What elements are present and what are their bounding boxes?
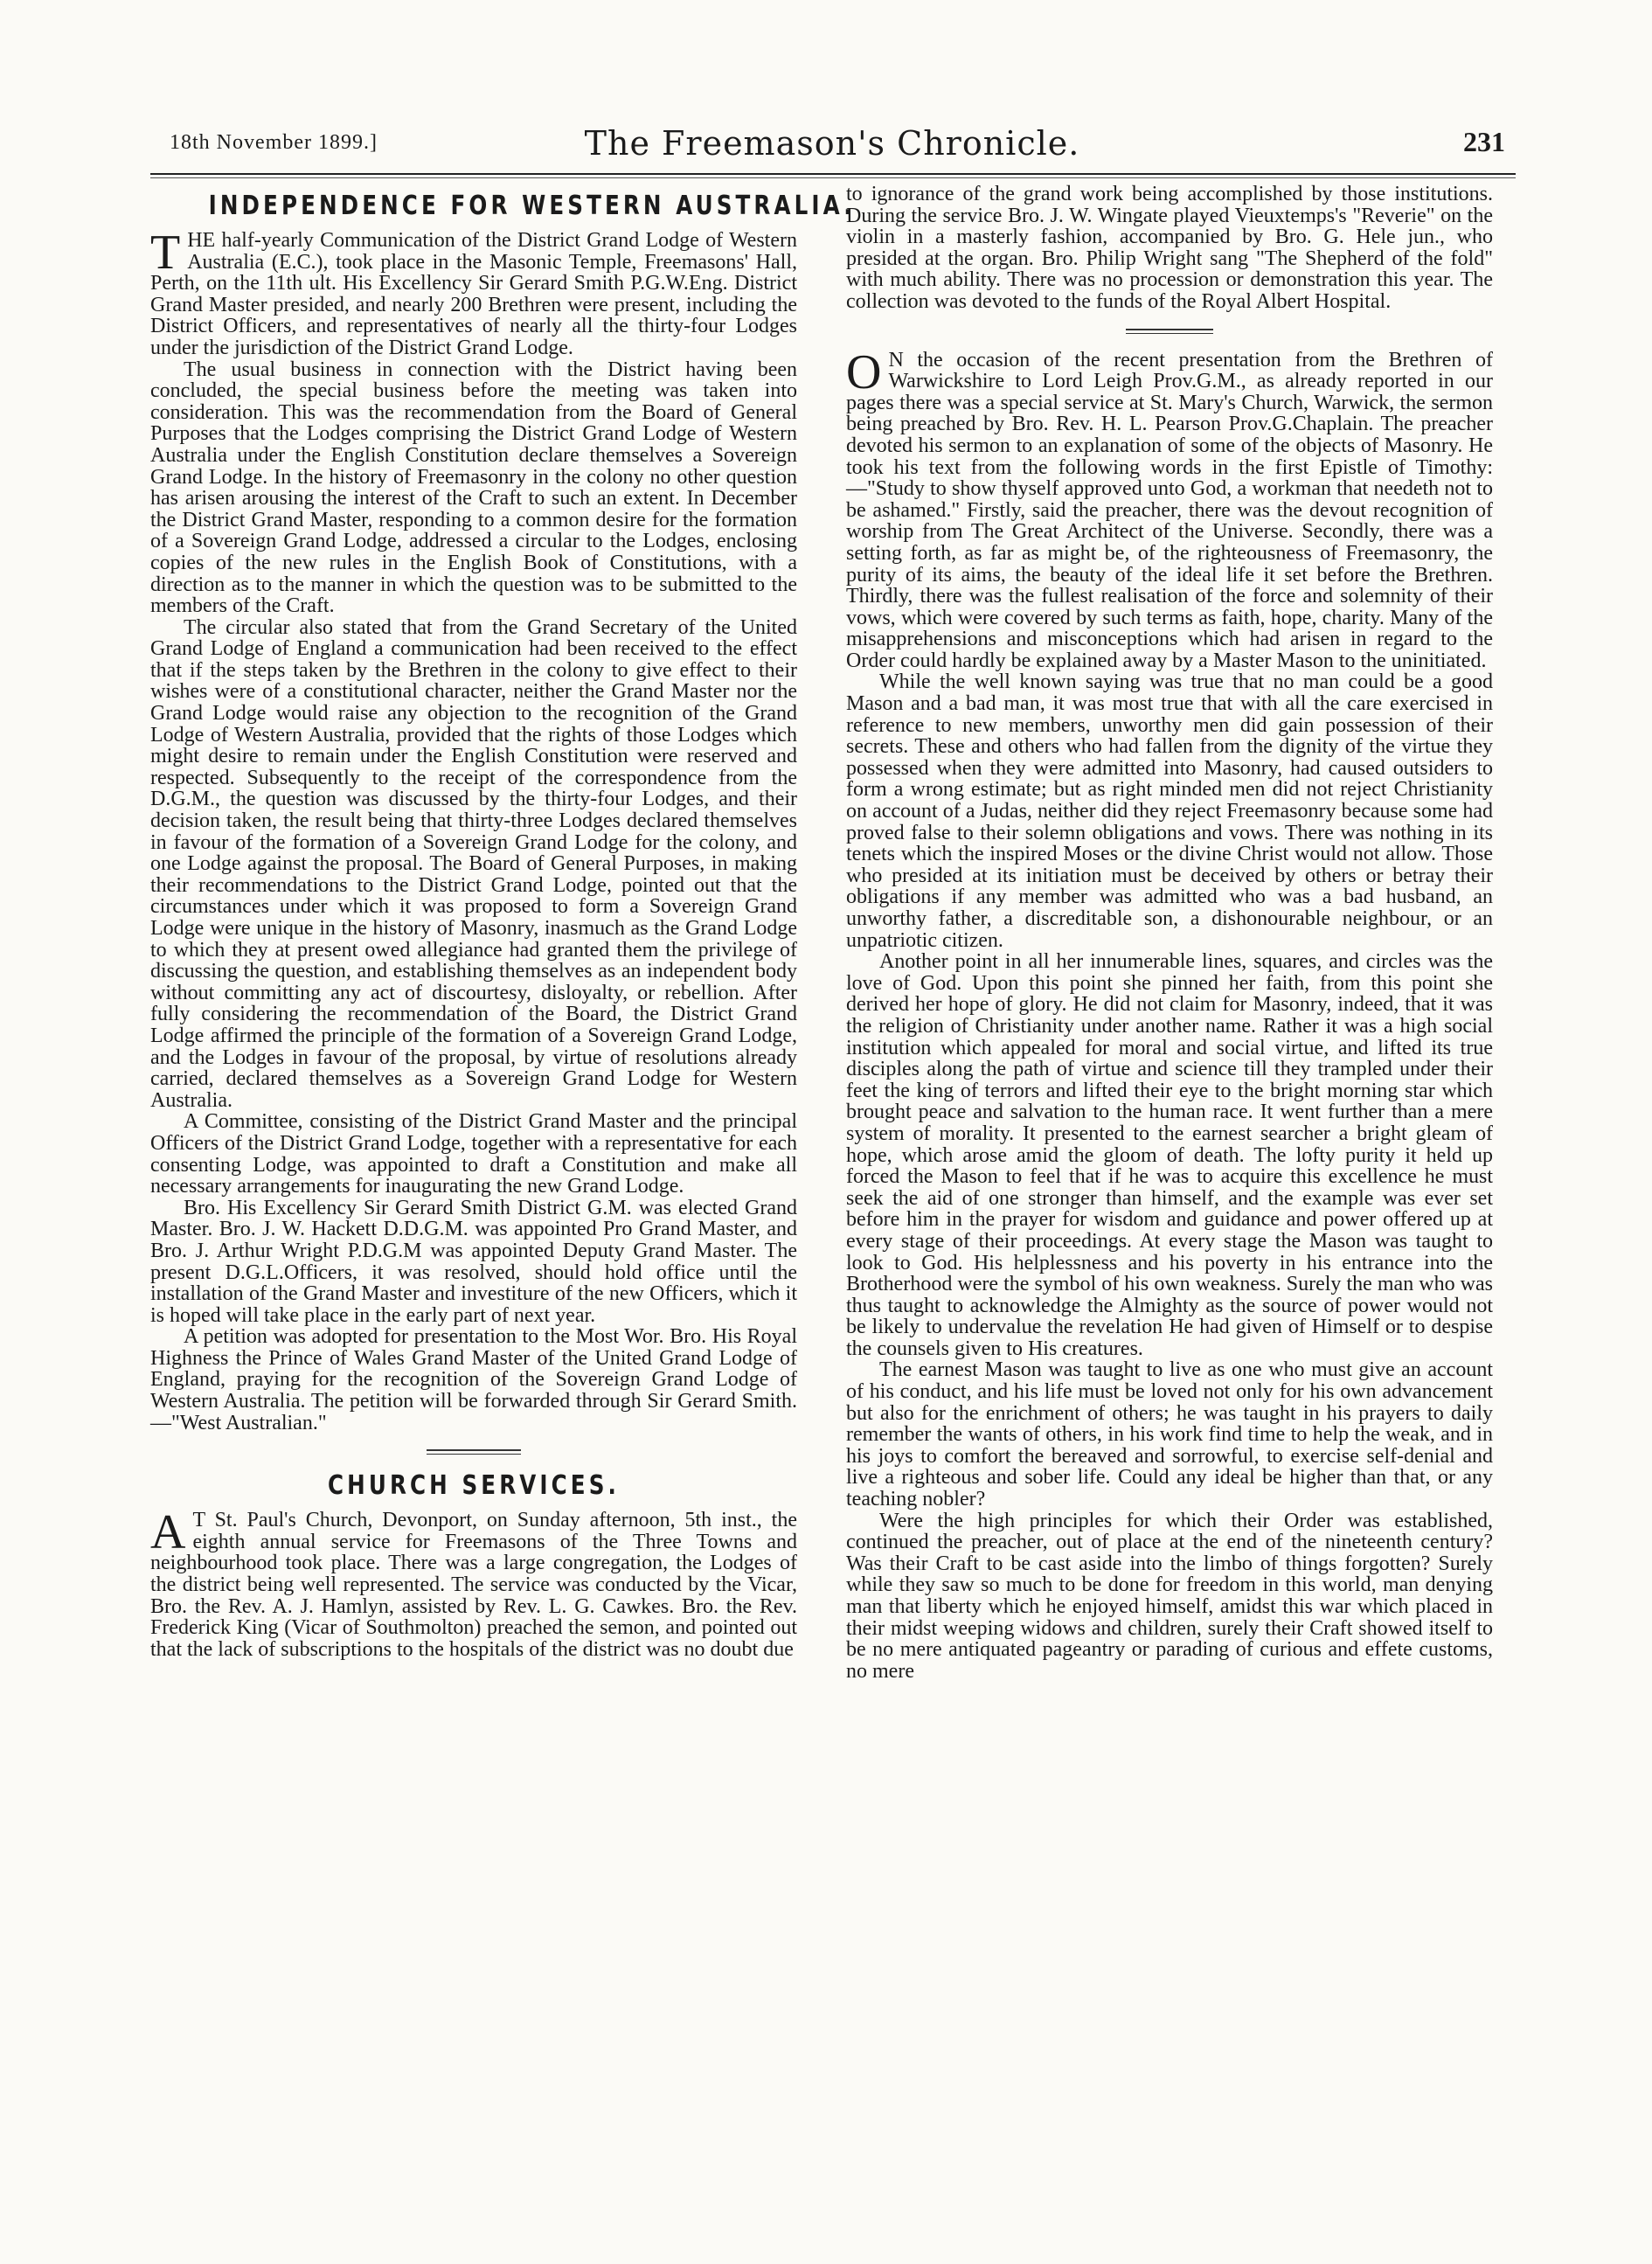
left-column <box>150 184 856 1661</box>
headline-church-services: CHURCH SERVICES. <box>328 1470 620 1502</box>
page-header <box>150 121 1514 170</box>
right-column <box>846 184 1493 1682</box>
article1-paragraph: A petition was adopted for presentation to the Most Wor. Bro. His Royal Highness the Prince of Wales Grand Master of the United Grand Lodge of England, praying for the recognition of the Sovereign Grand Lodge of Western Australia. The petition will be forwarded through Sir Gerard Smith.—"West Australian." <box>150 1325 797 1434</box>
article3-paragraph: Another point in all her innumerable lines, squares, and circles was the love of God. Upon this point she pinned her faith, from this point she derived her hope of glory. He did not claim for Masonry, indeed, that it was the religion of Christianity under another name. Rather it was a high social institution which appealed for moral and social virtue, and lifted its true disciples along the path of virtue and science till they trampled under their feet the king of terrors and lifted their eye to the bright morning star which brought peace and salvation to the human race. It went further than a mere system of morality. It presented to the earnest searcher a bright gleam of hope, which arose amid the gloom of death. The lofty purity it held up forced the Mason to feel that if he was to acquire this excellence he must seek the aid of one stronger than himself, and the example was ever set before him in the prayer for wisdom and guidance and power offered up at every stage of their proceedings. At every stage the Mason was taught to look to God. His helplessness and his poverty in his entrance into the Brotherhood were the symbol of his own weakness. Surely the man who was thus taught to acknowledge the Almighty as the source of power would not be likely to undervalue the revelation He had given of Himself or to despise the counsels given to His creatures. <box>846 950 1493 1360</box>
headline-independence: INDEPENDENCE FOR WESTERN AUSTRALIA. <box>208 191 856 221</box>
article2-paragraph-continued: to ignorance of the grand work being accomplished by those institutions. During the service Bro. J. W. Wingate played Vieuxtemps's "Reverie" on the violin in a masterly fashion, accompanied by Bro. G. Hele jun., who presided at the organ. Bro. Philip Wright sang "The Shepherd of the fold" with much ability. There was no procession or demonstration this year. The collection was devoted to the funds of the Royal Albert Hospital. <box>846 183 1493 313</box>
article3-paragraph: O N the occasion of the recent presentation from the Brethren of Warwickshire to Lord Leigh Prov.G.M., as already reported in our pages there was a special service at St. Mary's Church, Warwick, the sermon being preached by Bro. Rev. H. L. Pearson Prov.G.Chaplain. The preacher devoted his sermon to an explanation of some of the objects of Masonry. He took his text from the following words in the first Epistle of Timothy:—"Study to show thyself approved unto God, a workman that needeth not to be ashamed." Firstly, said the preacher, there was the devout recognition of worship from The Great Architect of the Universe. Secondly, there was a setting forth, as far as might be, of the righteousness of Freemasonry, the purity of its aims, the beauty of the ideal life it set before the Brethren. Thirdly, there was the fullest realisation of the force and solemnity of their vows, which were covered by such terms as faith, hope, charity. Many of the misapprehensions and misconceptions which had arisen in regard to the Order could hardly be explained away by a Master Mason to the uninitiated. <box>846 344 1493 672</box>
article1-paragraph: Bro. His Excellency Sir Gerard Smith District G.M. was elected Grand Master. Bro. J. W. Hackett D.D.G.M. was appointed Pro Grand Master, and Bro. J. Arthur Wright P.D.G.M was appointed Deputy Grand Master. The present D.G.L.Officers, it was resolved, should hold office until the installation of the Grand Master and investiture of the new Officers, which it is hoped will take place in the early part of next year. <box>150 1196 797 1327</box>
drop-cap: A <box>150 1505 186 1560</box>
article2-paragraph: A T St. Paul's Church, Devonport, on Sunday afternoon, 5th inst., the eighth annual service for Freemasons of the Three Towns and neighbourhood took place. There was a large congregation, the Lodges of the district being well represented. The service was conducted by the Vicar, Bro. the Rev. A. J. Hamlyn, assisted by Rev. L. G. Cawkes. Bro. the Rev. Frederick King (Vicar of Southmolton) preached the semon, and pointed out that the lack of subscriptions to the hospitals of the district was no doubt due <box>150 1505 797 1661</box>
section-separator <box>1126 329 1213 334</box>
publication-title: The Freemason's Chronicle. <box>584 124 1080 163</box>
issue-date: 18th November 1899.] <box>170 131 378 154</box>
article1-paragraph: The usual business in connection with the District having been concluded, the special business before the meeting was taken into consideration. This was the recommendation from the Board of General Purposes that the Lodges comprising the District Grand Lodge of Western Australia under the English Constitution declare themselves a Sovereign Grand Lodge. In the history of Freemasonry in the colony no other question has arisen arousing the interest of the Craft to such an extent. In December the District Grand Master, responding to a common desire for the formation of a Sovereign Grand Lodge, addressed a circular to the Lodges, enclosing copies of the new rules in the English Book of Constitutions, with a direction as to the manner in which the question was to be submitted to the members of the Craft. <box>150 358 797 618</box>
page-number: 231 <box>1463 126 1505 157</box>
drop-cap: O <box>846 344 882 399</box>
article3-paragraph: Were the high principles for which their Order was established, continued the preacher, out of place at the end of the nineteenth century? Was their Craft to be cast aside into the limbo of things forgotten? Surely while they saw so much to be done for freedom in this world, man denying man that liberty which he enjoyed himself, amidst this war which placed in their midst weeping widows and children, surely their Craft showed itself to be no mere antiquated pageantry or parading of curious and effete customs, no mere <box>846 1509 1493 1683</box>
drop-cap: T <box>150 226 181 280</box>
article1-paragraph: THE half-yearly Communication of the District Grand Lodge of Western Australia (E.C.), took place in the Masonic Temple, Freemasons' Hall, Perth, on the 11th ult. His Excellency Sir Gerard Smith P.G.W.Eng. District Grand Master presided, and nearly 200 Brethren were present, including the District Officers, and representatives of nearly all the thirty-four Lodges under the jurisdiction of the District Grand Lodge. <box>150 226 797 359</box>
article1-paragraph: A Committee, consisting of the District Grand Master and the principal Officers of the District Grand Lodge, together with a representative for each consenting Lodge, was appointed to draft a Constitution and make all necessary arrangements for inaugurating the new Grand Lodge. <box>150 1110 797 1198</box>
section-separator <box>427 1449 521 1455</box>
article3-paragraph: The earnest Mason was taught to live as one who must give an account of his conduct, and his life must be loved not only for his own advancement but also for the enrichment of others; he was taught in his prayers to daily remember the wants of others, in his work find time to help the weak, and in his joys to comfort the bereaved and sorrowful, to exercise self-denial and live a righteous and sober life. Could any ideal be higher than that, or any teaching nobler? <box>846 1358 1493 1511</box>
article3-paragraph: While the well known saying was true that no man could be a good Mason and a bad man, it was most true that with all the care exercised in reference to new members, unworthy men did gain possession of their secrets. These and others who had fallen from the dignity of the virtue they possessed when they were admitted into Masonry, had caused outsiders to form a wrong estimate; but as right minded men did not reject Christianity on account of a Judas, neither did they reject Freemasonry because some had proved false to their solemn obligations and vows. There was nothing in its tenets which the inspired Moses or the divine Christ would not allow. Those who presided at its initiation must be deceived by others or betray their obligations if any member was admitted who was a bad husband, an unworthy father, a discreditable son, a dishonourable neighbour, or an unpatriotic citizen. <box>846 670 1493 952</box>
header-rule <box>150 173 1516 175</box>
header-rule-thin <box>150 177 1516 178</box>
article1-paragraph: The circular also stated that from the Grand Secretary of the United Grand Lodge of England a communication had been received to the effect that if the steps taken by the Brethren in the colony to give effect to their wishes were of a constitutional character, neither the Grand Master nor the Grand Lodge would raise any objection to the recognition of the Grand Lodge of Western Australia, provided that the rights of those Lodges which might desire to remain under the English Constitution were reserved and respected. Subsequently to the receipt of the correspondence from the D.G.M., the question was discussed by the thirty-four Lodges, and their decision taken, the result being that thirty-three Lodges declared themselves in favour of the formation of a Sovereign Grand Lodge for the colony, and one Lodge against the proposal. The Board of General Purposes, in making their recommendations to the District Grand Lodge, pointed out that the circumstances under which it was proposed to form a Sovereign Grand Lodge were unique in the history of Masonry, inasmuch as the Grand Lodge to which they at present owed allegiance had granted them the privilege of discussing the question, and establishing themselves as an independent body without committing any act of discourtesy, disloyalty, or rebellion. After fully considering the recommendation of the Board, the District Grand Lodge affirmed the principle of the formation of a Sovereign Grand Lodge, and the Lodges in favour of the proposal, by virtue of resolutions already carried, declared themselves as a Sovereign Grand Lodge for Western Australia. <box>150 615 797 1112</box>
